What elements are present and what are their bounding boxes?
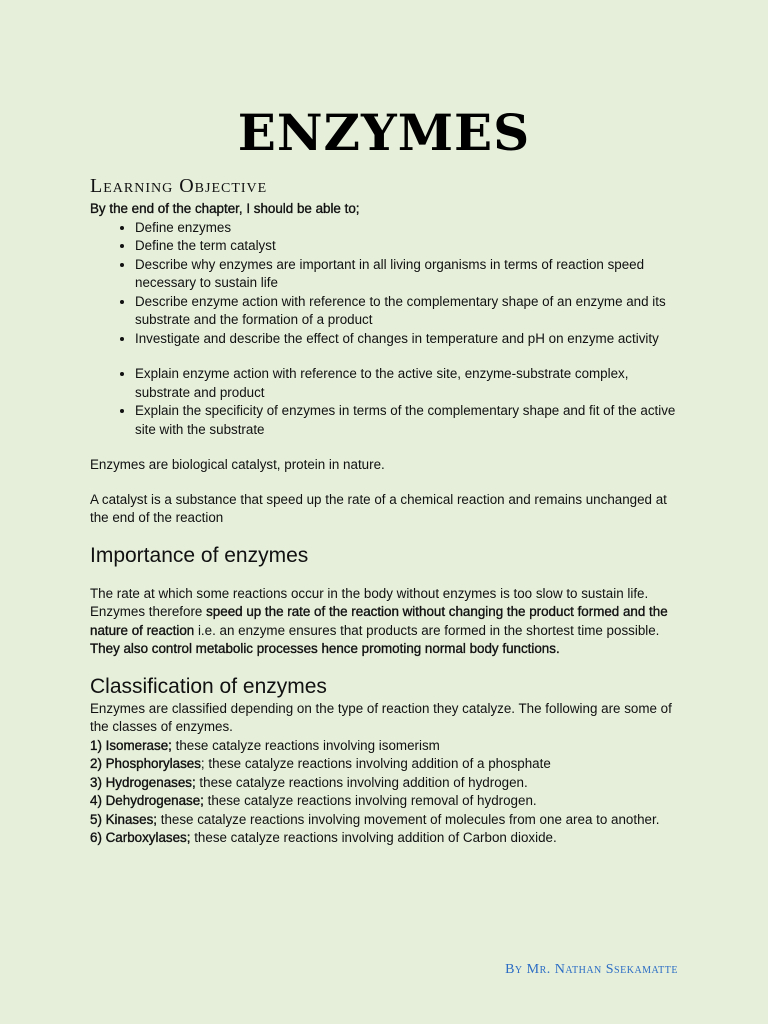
- list-item: [90, 737, 682, 756]
- enzyme-class-name: 4) Dehydrogenase;: [90, 793, 204, 808]
- list-item: • Explain enzyme action with reference to the active site, enzyme-substrate complex, substrate and product: [135, 365, 682, 402]
- importance-paragraph: [90, 585, 682, 641]
- list-item: [90, 755, 682, 774]
- list-item: • Investigate and describe the effect of changes in temperature and pH on enzyme activity: [135, 330, 682, 349]
- importance-bold-line: They also control metabolic processes hence promoting normal body functions.: [90, 641, 560, 656]
- list-item: • Describe enzyme action with reference to the complementary shape of an enzyme and its substrate and the formation of a product: [135, 293, 682, 330]
- enzyme-class-name: 5) Kinases;: [90, 811, 157, 827]
- classification-intro: Enzymes are classified depending on the type of reaction they catalyze. The following are some of the classes of enzymes.: [90, 700, 672, 734]
- classification-heading: Classification of enzymes: [90, 674, 327, 698]
- enzyme-class-desc: these catalyze reactions involving addition of hydrogen.: [195, 774, 528, 790]
- enzyme-class-name: 6) Carboxylases;: [90, 830, 191, 845]
- enzyme-class-desc: ; these catalyze reactions involving addition of a phosphate: [200, 756, 551, 771]
- enzyme-definition: Enzymes are biological catalyst, protein in nature.: [90, 457, 385, 472]
- list-item: • Define the term catalyst: [135, 237, 682, 256]
- list-item: • Explain the specificity of enzymes in terms of the complementary shape and fit of the active site with the substrate: [135, 402, 682, 439]
- enzyme-class-desc: these catalyze reactions involving addition of Carbon dioxide.: [190, 830, 557, 845]
- list-item: [90, 829, 682, 848]
- list-item: [90, 811, 682, 830]
- list-item: • Describe why enzymes are important in all living organisms in terms of reaction speed necessary to sustain life: [135, 256, 682, 293]
- content: [90, 200, 682, 848]
- catalyst-definition: A catalyst is a substance that speed up the rate of a chemical reaction and remains unchanged at the end of the reaction: [90, 491, 667, 525]
- objective-heading: Learning Objective: [90, 175, 268, 197]
- enzyme-class-name: 3) Hydrogenases;: [90, 774, 196, 790]
- importance-bold-text: speed up the rate of the reaction without changing the product formed and the nature of reaction: [90, 604, 668, 638]
- objectives-list-b: [90, 365, 682, 439]
- importance-text-1: The rate at which some reactions occur in the body without enzymes is too slow to sustain life. Enzymes therefore: [90, 585, 649, 619]
- objectives-list-a: [90, 219, 682, 349]
- importance-heading: Importance of enzymes: [90, 543, 309, 567]
- enzyme-class-name: 1) Isomerase;: [90, 737, 172, 753]
- page-title: ENZYMES: [237, 103, 531, 162]
- list-item: [90, 792, 682, 811]
- enzyme-class-desc: these catalyze reactions involving isomerism: [171, 737, 440, 753]
- enzyme-class-name: 2) Phosphorylases: [90, 756, 201, 771]
- importance-text-2: i.e. an enzyme ensures that products are formed in the shortest time possible.: [194, 622, 660, 638]
- objectives-intro: By the end of the chapter, I should be able to;: [90, 201, 360, 216]
- enzyme-class-desc: these catalyze reactions involving removal of hydrogen.: [203, 793, 537, 808]
- author-credit: By Mr. Nathan Ssekamatte: [505, 962, 678, 977]
- enzyme-class-desc: these catalyze reactions involving movement of molecules from one area to another.: [157, 811, 660, 827]
- list-item: [90, 774, 682, 793]
- list-item: • Define enzymes: [135, 219, 682, 238]
